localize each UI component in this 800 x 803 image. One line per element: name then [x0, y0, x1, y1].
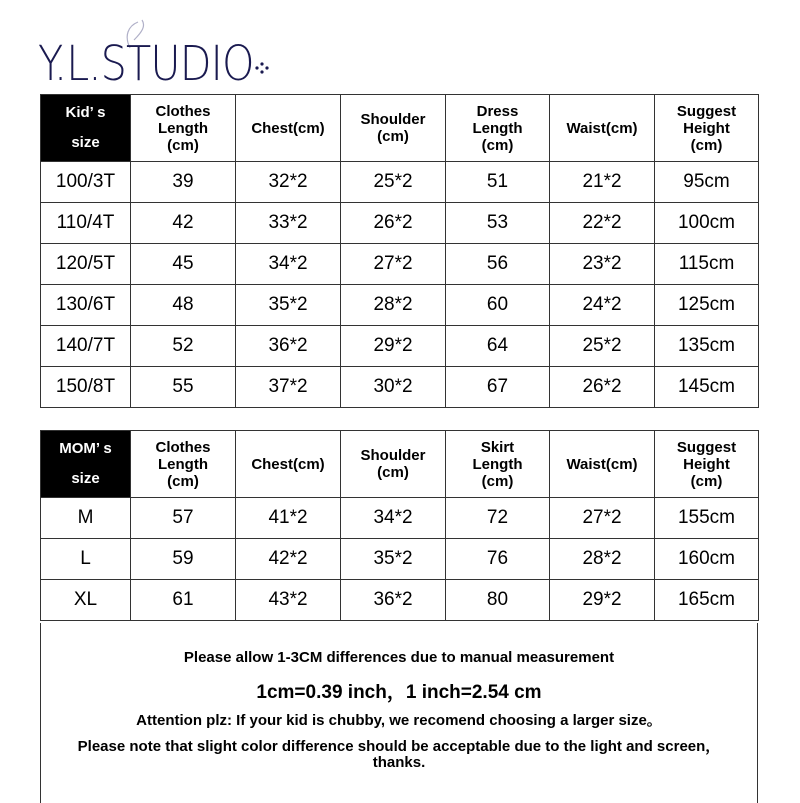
header-line: Clothes [155, 102, 211, 120]
header-line: Length [472, 119, 523, 137]
measurement-cell: 155cm [655, 498, 759, 539]
header-line: Length [158, 455, 208, 473]
table-row [41, 162, 759, 203]
measurement-cell: 67 [446, 367, 550, 408]
column-header [446, 95, 550, 162]
measurement-cell: 165cm [655, 580, 759, 621]
header-line: Dress [476, 102, 519, 120]
header-line: (cm) [167, 136, 199, 154]
measurement-cell: 52 [131, 326, 236, 367]
measurement-cell: 135cm [655, 326, 759, 367]
measurement-cell: 43*2 [236, 580, 341, 621]
header-line: (cm) [690, 472, 723, 490]
column-header [550, 431, 655, 498]
column-header [550, 95, 655, 162]
measurement-cell: 27*2 [341, 244, 446, 285]
measurement-cell: 60 [446, 285, 550, 326]
table-row [41, 539, 759, 580]
column-header [131, 431, 236, 498]
measurement-cell: 35*2 [341, 539, 446, 580]
table-row [41, 244, 759, 285]
size-cell: 120/5T [41, 244, 131, 285]
measurement-cell: 35*2 [236, 285, 341, 326]
measurement-cell: 76 [446, 539, 550, 580]
measurement-cell: 57 [131, 498, 236, 539]
measurement-cell: 42*2 [236, 539, 341, 580]
notes-panel [40, 623, 758, 803]
logo-text: Y.L.STUDIO [38, 36, 254, 92]
header-line: Waist(cm) [566, 455, 638, 473]
header-line: MOM’ s [59, 440, 112, 457]
size-column-header [41, 95, 131, 162]
size-cell: M [41, 498, 131, 539]
measurement-cell: 26*2 [341, 203, 446, 244]
table-row [41, 203, 759, 244]
table-header-row [41, 431, 759, 498]
measurement-cell: 45 [131, 244, 236, 285]
header-line: Waist(cm) [566, 119, 638, 137]
size-cell: 150/8T [41, 367, 131, 408]
measurement-cell: 25*2 [550, 326, 655, 367]
table-header-row [41, 95, 759, 162]
measurement-cell: 32*2 [236, 162, 341, 203]
measurement-cell: 26*2 [550, 367, 655, 408]
size-cell: 110/4T [41, 203, 131, 244]
header-line: Skirt [480, 438, 515, 456]
measurement-cell: 29*2 [341, 326, 446, 367]
size-cell: XL [41, 580, 131, 621]
measurement-cell: 33*2 [236, 203, 341, 244]
table-row [41, 580, 759, 621]
table-row [41, 498, 759, 539]
header-line: Suggest [676, 102, 737, 120]
measurement-cell: 37*2 [236, 367, 341, 408]
measurement-cell: 21*2 [550, 162, 655, 203]
measurement-cell: 28*2 [550, 539, 655, 580]
color-note: Please note that slight color difference should be acceptable due to the light and screen，thanks. [77, 738, 721, 771]
attention-note: Attention plz: If your kid is chubby, we recomend choosing a larger size。 [136, 712, 662, 729]
measurement-cell: 72 [446, 498, 550, 539]
header-line: (cm) [377, 464, 409, 481]
header-line: Length [472, 455, 523, 473]
column-header [341, 95, 446, 162]
table-row [41, 367, 759, 408]
size-cell: L [41, 539, 131, 580]
header-line: Chest(cm) [251, 119, 325, 137]
header-line: (cm) [377, 128, 409, 145]
measurement-cell: 48 [131, 285, 236, 326]
size-column-header [41, 431, 131, 498]
measurement-cell: 42 [131, 203, 236, 244]
header-line: (cm) [167, 472, 199, 490]
column-header [131, 95, 236, 162]
column-header [236, 95, 341, 162]
column-header [236, 431, 341, 498]
size-cell: 100/3T [41, 162, 131, 203]
measurement-cell: 61 [131, 580, 236, 621]
measurement-cell: 95cm [655, 162, 759, 203]
measurement-cell: 53 [446, 203, 550, 244]
measurement-cell: 23*2 [550, 244, 655, 285]
header-line: (cm) [481, 136, 514, 154]
header-line: Height [683, 455, 730, 473]
kids-size-table [40, 94, 759, 408]
measurement-cell: 22*2 [550, 203, 655, 244]
measurement-cell: 34*2 [236, 244, 341, 285]
measurement-cell: 36*2 [236, 326, 341, 367]
measurement-cell: 41*2 [236, 498, 341, 539]
measurement-cell: 59 [131, 539, 236, 580]
size-cell: 130/6T [41, 285, 131, 326]
brand-logo [38, 18, 298, 94]
measurement-cell: 125cm [655, 285, 759, 326]
header-line: size [71, 470, 100, 487]
header-line: (cm) [690, 136, 723, 154]
header-line: size [71, 134, 100, 151]
header-line: Shoulder [360, 447, 426, 464]
header-line: Chest(cm) [251, 455, 325, 473]
measurement-cell: 56 [446, 244, 550, 285]
measurement-cell: 28*2 [341, 285, 446, 326]
measurement-cell: 160cm [655, 539, 759, 580]
measurement-cell: 64 [446, 326, 550, 367]
header-line: Height [683, 119, 730, 137]
header-line: Shoulder [360, 111, 426, 128]
header-line: Kid’ s [65, 104, 106, 121]
measurement-cell: 30*2 [341, 367, 446, 408]
measurement-cell: 34*2 [341, 498, 446, 539]
conversion-note: 1cm=0.39 inch，1 inch=2.54 cm [256, 682, 542, 703]
header-line: (cm) [481, 472, 514, 490]
measurement-cell: 27*2 [550, 498, 655, 539]
measurement-cell: 115cm [655, 244, 759, 285]
measurement-cell: 80 [446, 580, 550, 621]
measurement-cell: 24*2 [550, 285, 655, 326]
header-line: Length [158, 119, 208, 137]
measurement-note: Please allow 1-3CM differences due to manual measurement [183, 649, 615, 666]
measurement-cell: 29*2 [550, 580, 655, 621]
table-row [41, 326, 759, 367]
measurement-cell: 39 [131, 162, 236, 203]
measurement-cell: 100cm [655, 203, 759, 244]
header-line: Suggest [676, 438, 737, 456]
column-header [655, 431, 759, 498]
header-line: Clothes [155, 438, 211, 456]
table-row [41, 285, 759, 326]
size-cell: 140/7T [41, 326, 131, 367]
column-header [655, 95, 759, 162]
column-header [341, 431, 446, 498]
measurement-cell: 55 [131, 367, 236, 408]
column-header [446, 431, 550, 498]
mom-size-table [40, 430, 759, 621]
measurement-cell: 51 [446, 162, 550, 203]
measurement-cell: 145cm [655, 367, 759, 408]
measurement-cell: 36*2 [341, 580, 446, 621]
measurement-cell: 25*2 [341, 162, 446, 203]
